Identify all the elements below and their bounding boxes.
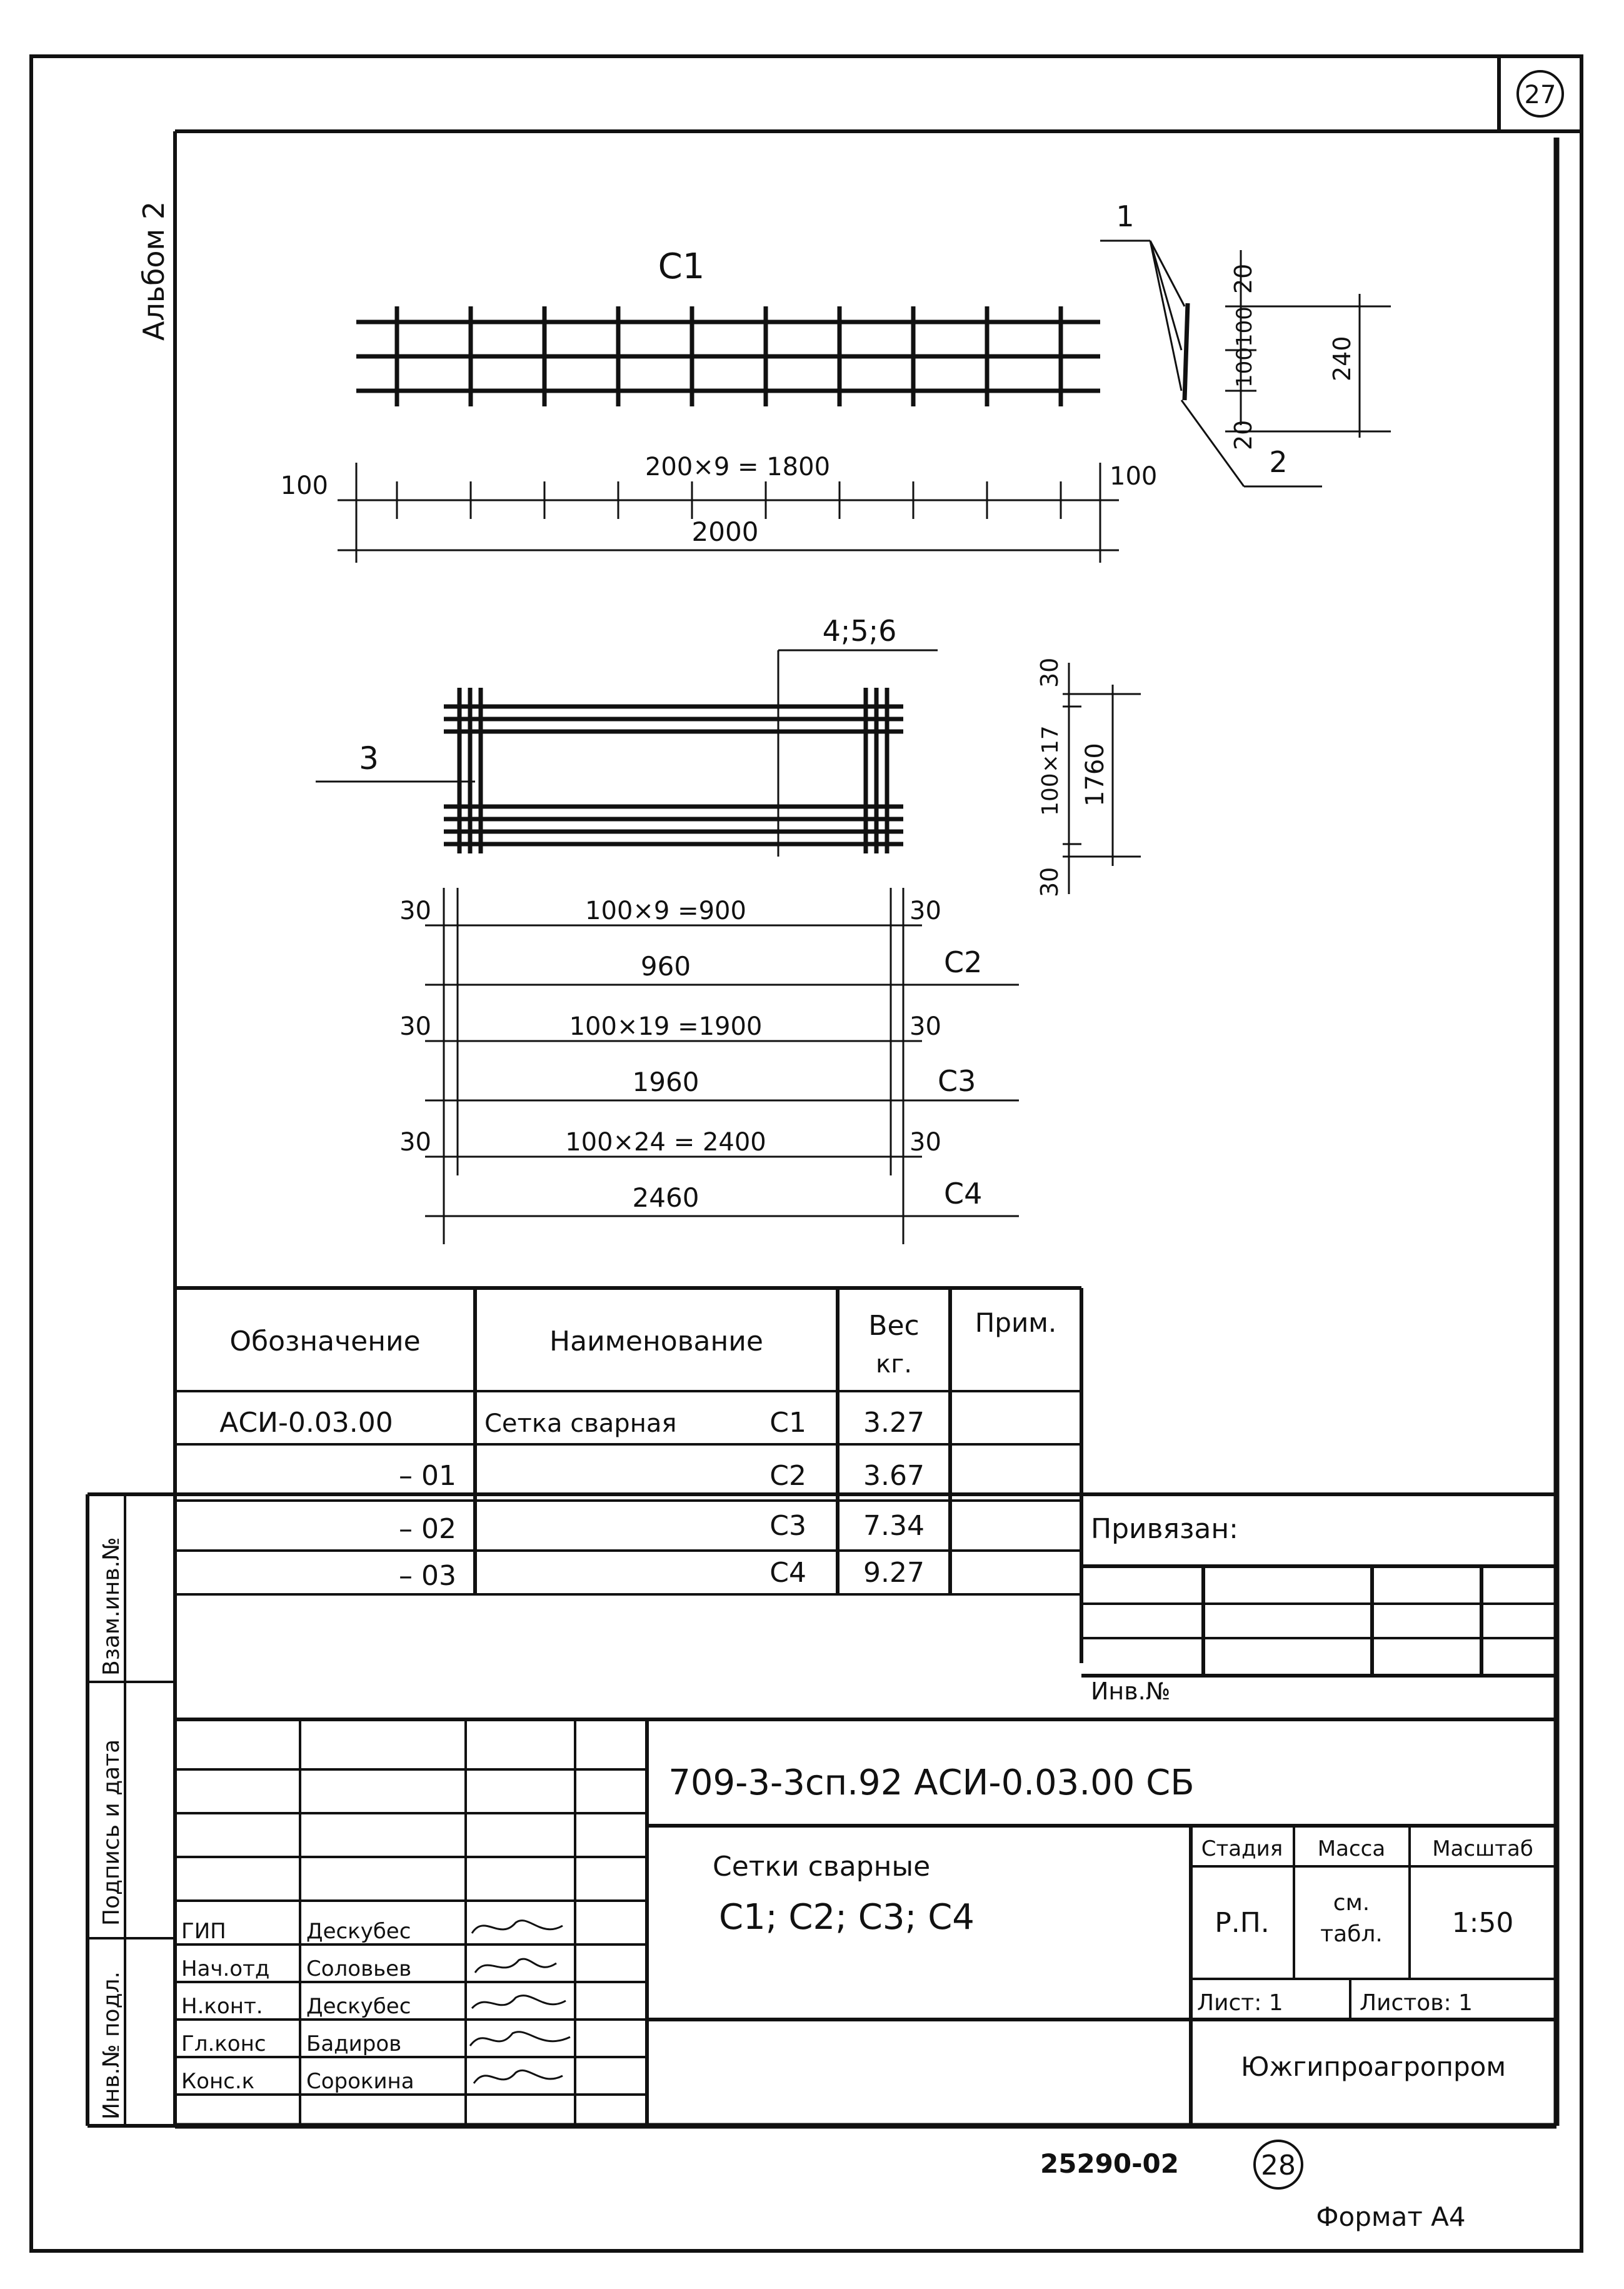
c1-edge-right: 100: [1110, 462, 1158, 491]
section-total-240: 240: [1328, 336, 1356, 381]
header-note: Прим.: [975, 1307, 1057, 1338]
c3-total: 1960: [632, 1067, 699, 1097]
c4-spacing: 100×24 = 2400: [565, 1128, 766, 1157]
signature: [474, 2070, 563, 2083]
staff-name: Сорокина: [306, 2069, 414, 2094]
organization: Южгипроагропром: [1240, 2051, 1506, 2082]
row-weight: 7.34: [863, 1510, 925, 1542]
c2-left: 30: [399, 897, 431, 925]
row-designation: – 01: [399, 1460, 456, 1492]
circled-number: 28: [1261, 2150, 1296, 2181]
section-mid-a-100: 100: [1232, 306, 1257, 347]
table-row: [399, 1460, 925, 1492]
row-designation: АСИ-0.03.00: [219, 1407, 393, 1439]
signature: [472, 1921, 563, 1933]
staff-role: Н.конт.: [181, 1994, 263, 2019]
doc-number: 25290-02: [1040, 2148, 1179, 2179]
c1-dimensions: [281, 453, 1158, 563]
mesh-dim-top: 30: [1036, 657, 1063, 688]
signature: [470, 2032, 570, 2046]
sheets-label: Листов: 1: [1360, 1990, 1473, 2016]
album-label: Альбом 2: [137, 201, 171, 341]
c1-dim-spacing: 200×9 = 1800: [644, 453, 831, 481]
spec-table: [175, 1288, 1081, 1663]
staff-row: [181, 1956, 556, 1981]
section-top-20: 20: [1230, 263, 1257, 294]
mass-label: Масса: [1317, 1836, 1386, 1861]
row-weight: 3.67: [863, 1460, 925, 1492]
mass-value-2: табл.: [1320, 1921, 1383, 1947]
c2-spacing: 100×9 =900: [585, 897, 746, 925]
mesh-dim-bottom: 30: [1036, 867, 1063, 897]
row-designation: – 02: [399, 1513, 456, 1545]
signature: [475, 1959, 556, 1973]
c3-right: 30: [910, 1012, 941, 1041]
c4-right: 30: [910, 1128, 941, 1157]
mesh-dim-total: 1760: [1081, 743, 1110, 807]
c3-left: 30: [399, 1012, 431, 1041]
c4-left: 30: [399, 1128, 431, 1157]
staff-row: [181, 1994, 566, 2019]
stage-label: Стадия: [1201, 1836, 1283, 1861]
row-mark: С2: [769, 1460, 806, 1492]
row-mark: С1: [769, 1407, 806, 1439]
c1-section: [1100, 199, 1391, 486]
title-code: 709-3-3сп.92 АСИ-0.03.00 СБ: [668, 1763, 1195, 1803]
header-weight-1: Вес: [868, 1310, 920, 1342]
title-line2: С1; С2; С3; С4: [719, 1897, 975, 1938]
table-row: [399, 1510, 925, 1545]
format-label: Формат А4: [1316, 2201, 1466, 2232]
leader-3: 3: [359, 740, 379, 777]
section-bottom-20: 20: [1230, 420, 1257, 450]
side-inv-podl: Инв.№ подл.: [99, 1971, 124, 2120]
staff-role: Гл.конс: [181, 2031, 266, 2056]
row-weight: 3.27: [863, 1407, 925, 1439]
row-designation: – 03: [399, 1560, 456, 1592]
c3-label: С3: [938, 1064, 976, 1098]
side-vzam: Взам.инв.№: [99, 1537, 124, 1676]
c2-right: 30: [910, 897, 941, 925]
mesh-main: [316, 614, 938, 857]
title-line1: Сетки сварные: [713, 1851, 931, 1883]
sheet-label: Лист: 1: [1197, 1990, 1283, 2016]
mesh-c1: [356, 246, 1100, 406]
row-mark: С3: [769, 1510, 806, 1542]
page-number: 27: [1524, 81, 1556, 109]
dimension-chains: [399, 888, 1019, 1244]
mesh-vertical-dims: [1036, 658, 1141, 897]
c1-title: С1: [658, 246, 705, 287]
header-weight-2: кг.: [876, 1350, 912, 1379]
leader-456: 4;5;6: [822, 614, 897, 648]
row-name: Сетка сварная: [484, 1409, 677, 1438]
row-weight: 9.27: [863, 1557, 925, 1589]
mesh-dim-spacing: 100×17: [1038, 725, 1063, 816]
c4-label: С4: [944, 1177, 983, 1210]
binding-block: [1081, 1494, 1556, 1705]
mass-value-1: см.: [1333, 1890, 1370, 1916]
leader-2: 2: [1269, 445, 1288, 479]
scale-value: 1:50: [1451, 1907, 1514, 1939]
table-row: [399, 1557, 925, 1592]
staff-name: Дескубес: [306, 1919, 411, 1944]
staff-row: [181, 2031, 570, 2056]
staff-name: Соловьев: [306, 1956, 412, 1981]
row-mark: С4: [769, 1557, 806, 1589]
c1-edge-left: 100: [280, 471, 328, 500]
title-block: [175, 1719, 1556, 2126]
staff-row: [181, 2069, 563, 2094]
c3-spacing: 100×19 =1900: [569, 1012, 763, 1041]
binding-label: Привязан:: [1091, 1513, 1238, 1545]
leader-1: 1: [1116, 199, 1135, 233]
c2-label: С2: [944, 945, 983, 979]
c1-dim-total: 2000: [691, 516, 759, 547]
staff-name: Дескубес: [306, 1994, 411, 2019]
staff-role: Конс.к: [181, 2069, 255, 2094]
signature: [472, 1996, 566, 2008]
header-name: Наименование: [549, 1326, 763, 1357]
scale-label: Масштаб: [1432, 1836, 1533, 1861]
c2-total: 960: [640, 951, 691, 982]
staff-role: ГИП: [181, 1919, 226, 1944]
staff-role: Нач.отд: [181, 1956, 270, 1981]
table-row: [219, 1407, 925, 1439]
section-mid-b-100: 100: [1232, 347, 1257, 388]
side-podpis: Подпись и дата: [99, 1739, 124, 1926]
header-designation: Обозначение: [229, 1326, 421, 1357]
side-stamp: [88, 1494, 175, 2126]
stage-value: Р.П.: [1215, 1907, 1270, 1939]
staff-row: [181, 1919, 563, 1944]
inv-label: Инв.№: [1091, 1678, 1171, 1705]
staff-name: Бадиров: [306, 2031, 402, 2056]
c4-total: 2460: [632, 1182, 699, 1213]
